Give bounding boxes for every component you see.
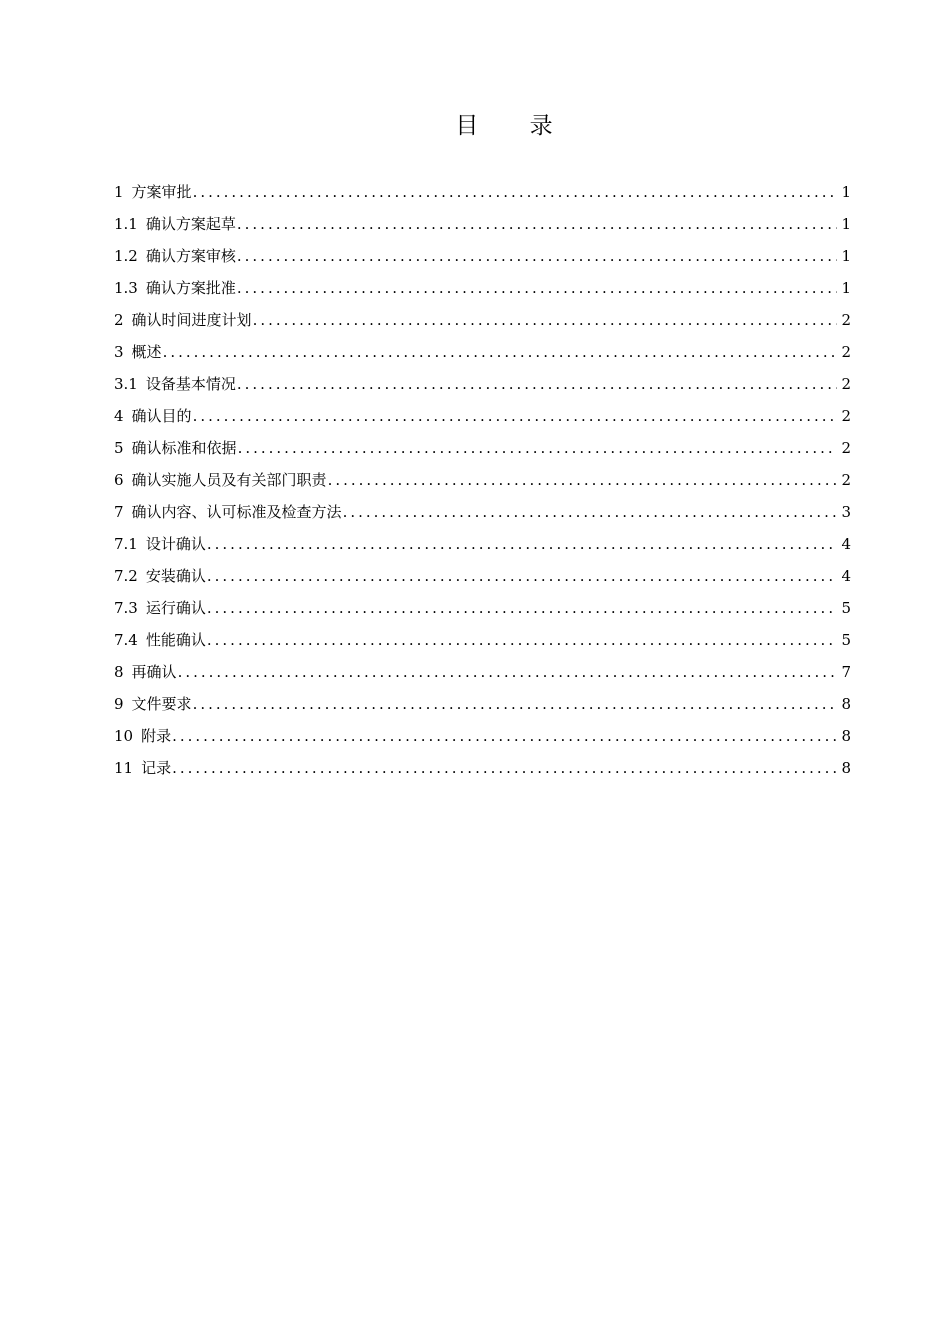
toc-entry-page-number: 2 (841, 471, 851, 489)
toc-entry[interactable] (114, 336, 851, 368)
toc-entry-page-number: 5 (841, 631, 851, 649)
toc-entry-page-number: 8 (841, 727, 851, 745)
toc-dot-leader (193, 688, 837, 720)
toc-entry-page-number: 1 (841, 183, 851, 201)
toc-entry-title: 方案审批 (131, 183, 192, 201)
toc-entry-number: 7 (114, 503, 124, 521)
toc-entry-title: 确认标准和依据 (131, 439, 237, 457)
toc-entry-title: 性能确认 (145, 631, 206, 649)
toc-entry-number: 8 (114, 663, 124, 681)
toc-entry[interactable] (114, 272, 851, 304)
toc-entry[interactable] (114, 592, 851, 624)
toc-dot-leader (328, 464, 837, 496)
toc-entry[interactable] (114, 464, 851, 496)
toc-dot-leader (253, 304, 837, 336)
toc-entry[interactable] (114, 496, 851, 528)
toc-entry-title: 概述 (131, 343, 162, 361)
toc-entry-title: 运行确认 (145, 599, 206, 617)
toc-entry-title: 附录 (141, 727, 172, 745)
toc-dot-leader (237, 368, 837, 400)
toc-entry-page-number: 5 (841, 599, 851, 617)
toc-dot-leader (207, 624, 837, 656)
toc-entry-page-number: 2 (841, 375, 851, 393)
toc-entry-number: 7.3 (114, 599, 138, 617)
toc-dot-leader (237, 272, 837, 304)
toc-entry[interactable] (114, 240, 851, 272)
toc-dot-leader (237, 240, 837, 272)
toc-entry-page-number: 1 (841, 279, 851, 297)
toc-entry-title: 确认方案审核 (145, 247, 236, 265)
toc-dot-leader (207, 592, 837, 624)
toc-entry-page-number: 3 (841, 503, 851, 521)
toc-dot-leader (193, 176, 837, 208)
toc-entry-number: 11 (114, 759, 134, 777)
table-of-contents (114, 176, 851, 784)
toc-entry[interactable] (114, 720, 851, 752)
toc-entry-number: 7.4 (114, 631, 138, 649)
toc-entry[interactable] (114, 624, 851, 656)
toc-entry[interactable] (114, 304, 851, 336)
toc-entry-page-number: 1 (841, 215, 851, 233)
toc-entry-page-number: 4 (841, 535, 851, 553)
toc-entry-title: 确认方案起草 (145, 215, 236, 233)
toc-entry[interactable] (114, 400, 851, 432)
toc-entry-number: 7.2 (114, 567, 138, 585)
toc-dot-leader (163, 336, 837, 368)
toc-entry[interactable] (114, 432, 851, 464)
toc-entry-title: 再确认 (131, 663, 177, 681)
toc-entry-title: 确认内容、认可标准及检查方法 (131, 503, 342, 521)
toc-entry-number: 1.2 (114, 247, 138, 265)
toc-entry-page-number: 8 (841, 695, 851, 713)
toc-entry-page-number: 4 (841, 567, 851, 585)
toc-entry-number: 1.3 (114, 279, 138, 297)
toc-entry[interactable] (114, 688, 851, 720)
toc-entry-title: 确认实施人员及有关部门职责 (131, 471, 327, 489)
toc-entry-title: 设计确认 (145, 535, 206, 553)
toc-entry-number: 5 (114, 439, 124, 457)
toc-entry-title: 安装确认 (145, 567, 206, 585)
toc-entry[interactable] (114, 368, 851, 400)
toc-entry-page-number: 2 (841, 311, 851, 329)
toc-entry-page-number: 8 (841, 759, 851, 777)
toc-entry-title: 文件要求 (131, 695, 192, 713)
toc-entry-page-number: 7 (841, 663, 851, 681)
toc-entry-title: 记录 (141, 759, 172, 777)
toc-dot-leader (172, 720, 837, 752)
toc-title: 目 录 (455, 113, 575, 139)
toc-entry[interactable] (114, 176, 851, 208)
toc-entry-number: 9 (114, 695, 124, 713)
toc-entry[interactable] (114, 560, 851, 592)
toc-entry-title: 确认方案批准 (145, 279, 236, 297)
toc-entry-number: 10 (114, 727, 134, 745)
toc-entry[interactable] (114, 656, 851, 688)
toc-entry-title: 确认时间进度计划 (131, 311, 252, 329)
toc-entry-title: 设备基本情况 (145, 375, 236, 393)
toc-entry-number: 1 (114, 183, 124, 201)
toc-entry-page-number: 2 (841, 343, 851, 361)
toc-entry-number: 3.1 (114, 375, 138, 393)
toc-entry-number: 6 (114, 471, 124, 489)
toc-dot-leader (193, 400, 837, 432)
toc-entry-number: 1.1 (114, 215, 138, 233)
toc-entry-page-number: 1 (841, 247, 851, 265)
toc-dot-leader (237, 208, 837, 240)
toc-entry-number: 7.1 (114, 535, 138, 553)
toc-entry-page-number: 2 (841, 439, 851, 457)
toc-entry-number: 3 (114, 343, 124, 361)
toc-entry-page-number: 2 (841, 407, 851, 425)
toc-entry-number: 4 (114, 407, 124, 425)
toc-dot-leader (238, 432, 837, 464)
toc-entry-number: 2 (114, 311, 124, 329)
toc-dot-leader (178, 656, 837, 688)
toc-entry[interactable] (114, 752, 851, 784)
toc-dot-leader (207, 560, 837, 592)
toc-dot-leader (172, 752, 837, 784)
toc-entry[interactable] (114, 208, 851, 240)
toc-entry-title: 确认目的 (131, 407, 192, 425)
toc-dot-leader (207, 528, 837, 560)
toc-dot-leader (343, 496, 837, 528)
toc-entry[interactable] (114, 528, 851, 560)
